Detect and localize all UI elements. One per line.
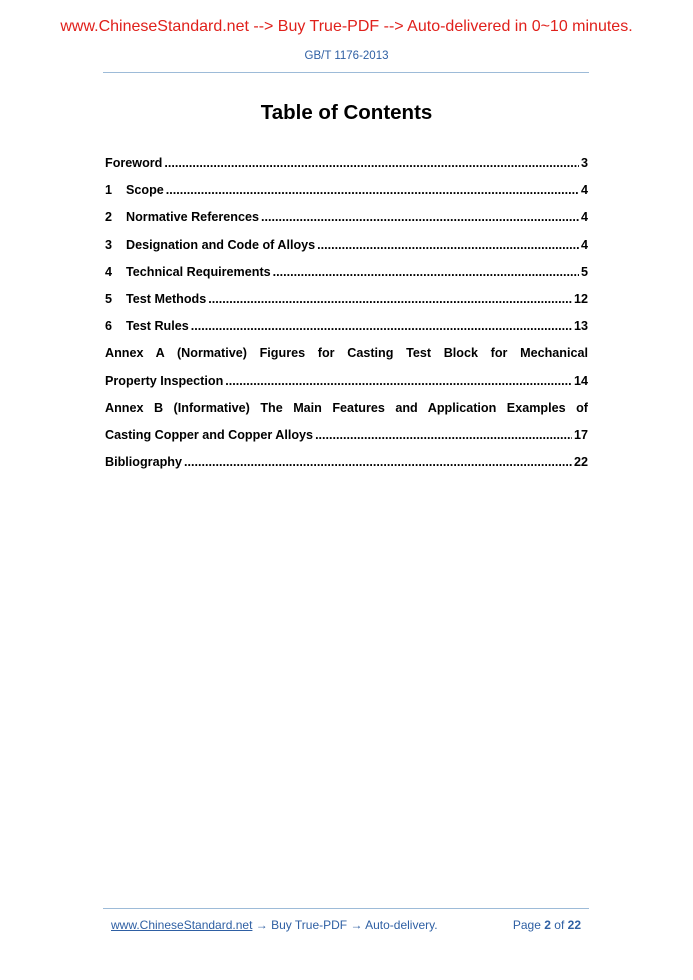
toc-leader-dots	[261, 204, 579, 231]
toc-entry-label: Designation and Code of Alloys	[126, 237, 316, 252]
toc-leader-dots	[166, 177, 579, 204]
toc-entry-label: Foreword	[105, 156, 163, 170]
toc-entry-label-line2: Casting Copper and Copper Alloys	[105, 427, 314, 442]
toc-entry-annex-b[interactable]	[105, 395, 588, 449]
toc-leader-dots	[315, 422, 572, 449]
toc-entry-test-methods[interactable]	[105, 286, 588, 313]
table-of-contents	[105, 150, 588, 476]
toc-entry-page: 3	[580, 156, 588, 170]
toc-leader-dots	[184, 449, 572, 476]
toc-entry-page: 17	[573, 427, 588, 442]
toc-entry-number: 2	[105, 210, 113, 225]
toc-entry-test-rules[interactable]	[105, 313, 588, 340]
toc-entry-page: 12	[573, 291, 588, 306]
toc-entry-label: Normative References	[126, 210, 259, 225]
toc-entry-scope[interactable]	[105, 177, 588, 204]
toc-entry-label: Technical Requirements	[126, 264, 271, 279]
page-of: of	[554, 918, 565, 932]
toc-entry-label: Scope	[126, 183, 164, 198]
toc-entry-number: 1	[105, 183, 113, 198]
toc-entry-page: 4	[580, 183, 588, 198]
toc-leader-dots	[164, 150, 579, 177]
document-code: GB/T 1176-2013	[304, 50, 389, 62]
toc-entry-label-line2: Property Inspection	[105, 373, 224, 388]
toc-entry-page: 13	[573, 319, 588, 334]
toc-entry-page: 5	[580, 264, 588, 279]
toc-leader-dots	[273, 259, 579, 286]
footer-divider	[103, 908, 589, 909]
footer-purchase-text: → Buy True-PDF → Auto-delivery.	[252, 918, 438, 932]
toc-entry-label-line1: Annex A (Normative) Figures for Casting Test Block for Mechanical	[105, 346, 588, 361]
toc-entry-page: 4	[580, 237, 588, 252]
toc-leader-dots	[191, 313, 572, 340]
toc-entry-page: 22	[573, 455, 588, 470]
toc-entry-label: Bibliography	[105, 455, 182, 470]
toc-entry-normative-references[interactable]	[105, 204, 588, 231]
toc-entry-designation[interactable]	[105, 232, 588, 259]
toc-leader-dots	[317, 232, 579, 259]
toc-entry-label-line1: Annex B (Informative) The Main Features and Application Examples of	[105, 400, 588, 415]
toc-entry-page: 14	[573, 373, 588, 388]
page-prefix: Page	[512, 918, 541, 932]
toc-entry-number: 3	[105, 237, 113, 252]
toc-entry-label: Test Rules	[126, 319, 189, 334]
current-page-number: 2	[544, 918, 551, 932]
toc-entry-number: 6	[105, 319, 113, 334]
toc-entry-annex-a[interactable]	[105, 340, 588, 394]
toc-entry-technical-requirements[interactable]	[105, 259, 588, 286]
toc-entry-foreword[interactable]	[105, 150, 588, 177]
page-title: Table of Contents	[260, 101, 433, 124]
toc-leader-dots	[208, 286, 572, 313]
header-divider	[103, 72, 589, 73]
purchase-banner[interactable]: www.ChineseStandard.net --> Buy True-PDF --> Auto-delivered in 0~10 minutes.	[60, 18, 633, 35]
toc-entry-page: 4	[580, 210, 588, 225]
toc-entry-number: 5	[105, 291, 113, 306]
toc-entry-label: Test Methods	[126, 291, 207, 306]
toc-leader-dots	[225, 368, 572, 395]
total-page-count: 22	[567, 918, 581, 932]
footer-site-link[interactable]: www.ChineseStandard.net	[111, 918, 253, 932]
page-footer	[111, 918, 581, 932]
toc-entry-bibliography[interactable]	[105, 449, 588, 476]
toc-entry-number: 4	[105, 264, 113, 279]
page-indicator	[513, 918, 581, 932]
